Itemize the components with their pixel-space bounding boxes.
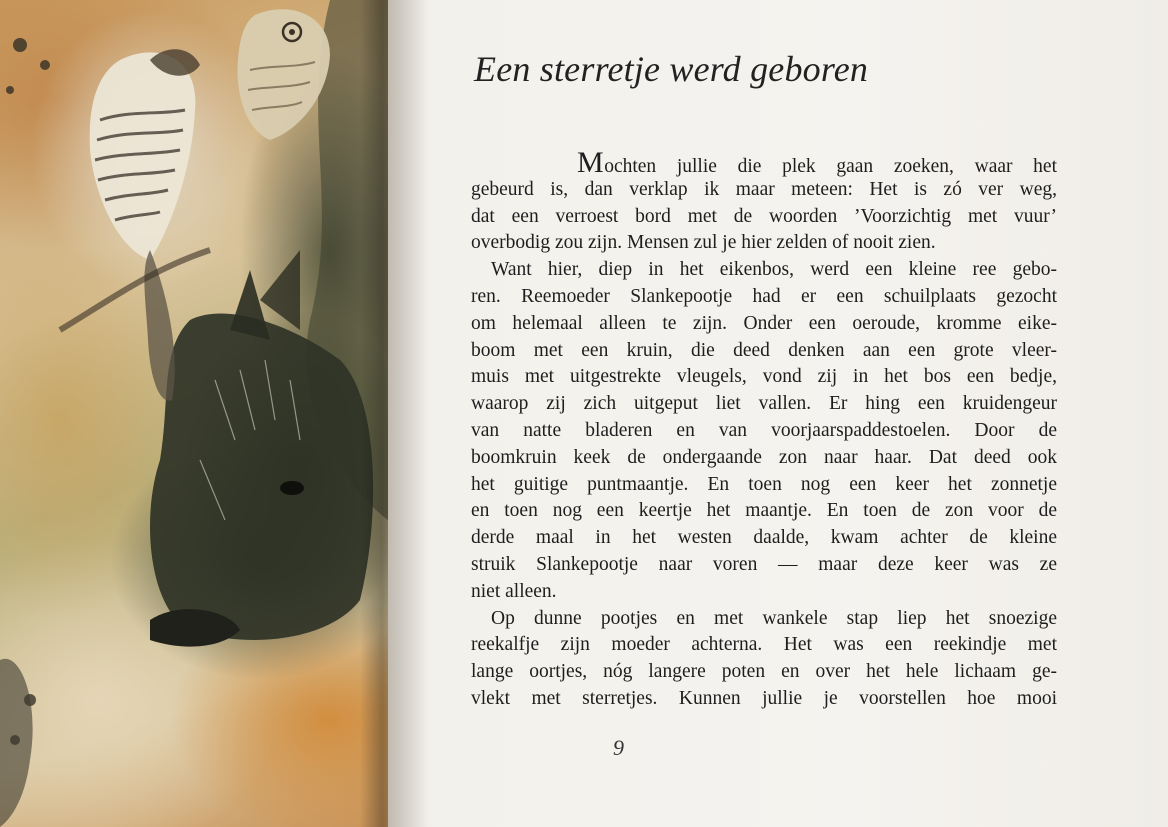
text-line: om helemaal alleen te zijn. Onder een oeroude, kromme eike- (471, 312, 1057, 334)
drop-cap: M (577, 150, 605, 177)
owl-left-body (90, 52, 196, 260)
text-line: waarop zij zich uitgeput liet vallen. Er hing een kruidengeur (471, 393, 1057, 415)
text-line: muis met uitgestrekte vleugels, vond zij in het bos een bedje, (471, 366, 1057, 388)
text-line (471, 150, 1057, 177)
text-line: struik Slankepootje naar voren — maar deze keer was ze (471, 553, 1057, 575)
text-line: Op dunne pootjes en met wankele stap liep het snoezige (491, 607, 1057, 629)
text-line: van natte bladeren en van voorjaarspaddestoelen. Door de (471, 419, 1057, 441)
gutter-shadow (360, 0, 388, 827)
text-line: boom met een kruin, die deed denken aan een grote vleer- (471, 339, 1057, 361)
text-line: lange oortjes, nóg langere poten en over het hele lichaam ge- (471, 661, 1057, 683)
illustration-drawing (0, 0, 388, 827)
text-line: Want hier, diep in het eikenbos, werd een kleine ree gebo- (491, 259, 1057, 281)
text-line: dat een verroest bord met de woorden ’Voorzichtig met vuur’ (471, 205, 1057, 227)
chapter-title: Een sterretje werd geboren (474, 49, 869, 89)
text-line: overbodig zou zijn. Mensen zul je hier zelden of nooit zien. (471, 232, 936, 254)
text-line: reekalfje zijn moeder achterna. Het was een reekindje met (471, 634, 1057, 656)
boar-ear-2 (260, 250, 300, 330)
boar-ear (230, 270, 270, 340)
text-page (388, 0, 1168, 827)
text-line: en toen nog een keertje het maantje. En toen de zon voor de (471, 500, 1057, 522)
ink-speckles (6, 38, 50, 745)
text-line: boomkruin keek de ondergaande zon naar haar. Dat deed ook (471, 446, 1057, 468)
boar-head (150, 314, 373, 640)
fold-shadow (388, 0, 428, 827)
text-line: vlekt met sterretjes. Kunnen jullie je voorstellen hoe mooi (471, 687, 1057, 709)
text-line: het guitige puntmaantje. En toen nog een keer het zonnetje (471, 473, 1057, 495)
text-line: gebeurd is, dan verklap ik maar meteen: Het is zó ver weg, (471, 178, 1057, 200)
branch (60, 250, 210, 330)
text-line: derde maal in het westen daalde, kwam achter de kleine (471, 527, 1057, 549)
bottom-left-wash (0, 659, 33, 827)
text-line: ren. Reemoeder Slankepootje had er een schuilplaats gezocht (471, 285, 1057, 307)
text-line: niet alleen. (471, 580, 557, 602)
body-text (471, 150, 1057, 713)
boar-eye (280, 481, 304, 495)
page-number: 9 (613, 735, 624, 760)
owl-right-pupil (289, 29, 295, 35)
watercolor-owls-and-boar-illustration (0, 0, 388, 827)
text-line-content: ochten jullie die plek gaan zoeken, waar het (604, 156, 1057, 177)
